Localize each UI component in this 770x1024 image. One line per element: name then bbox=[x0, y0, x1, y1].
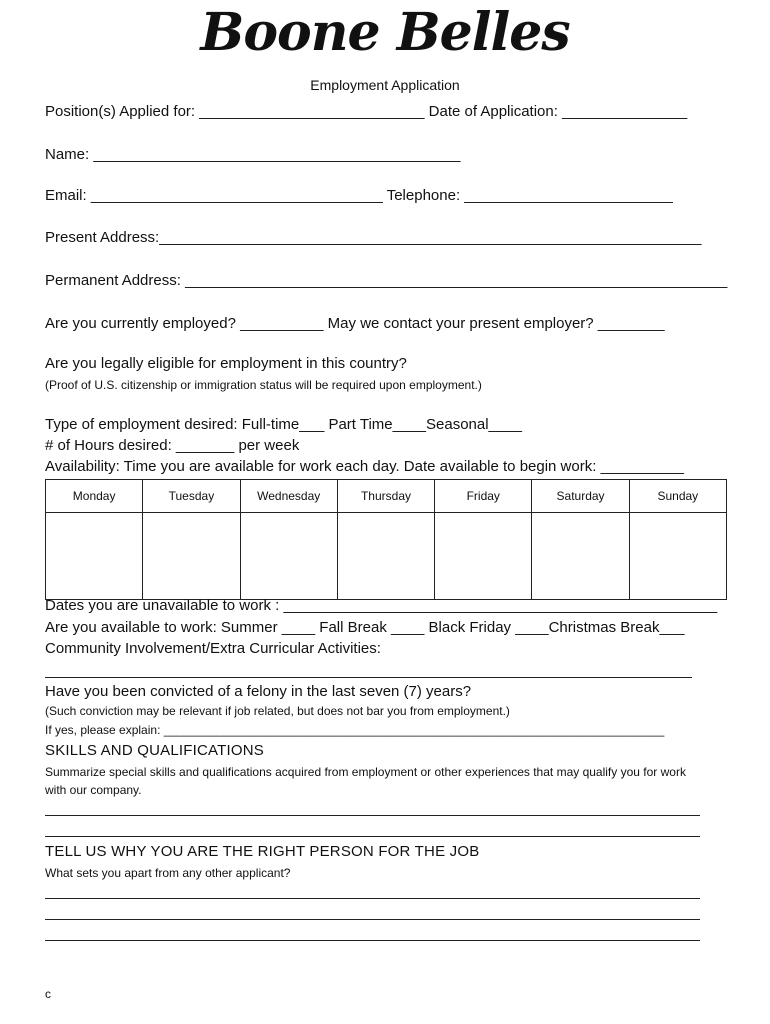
availability-cell-wednesday[interactable] bbox=[240, 513, 337, 600]
dates-unavailable-line[interactable]: Dates you are unavailable to work : ____________________________________________________ bbox=[45, 597, 718, 614]
availability-cell-sunday[interactable] bbox=[629, 513, 726, 600]
felony-explain-line[interactable]: If yes, please explain: ___________________________________________________________________________ bbox=[45, 723, 665, 737]
day-header-monday: Monday bbox=[46, 480, 143, 513]
permanent-address-line[interactable]: Permanent Address: _________________________________________________________________ bbox=[45, 272, 728, 289]
name-line[interactable]: Name: ____________________________________________ bbox=[45, 146, 461, 163]
form-subtitle: Employment Application bbox=[310, 77, 460, 93]
day-header-wednesday: Wednesday bbox=[240, 480, 337, 513]
day-header-tuesday: Tuesday bbox=[143, 480, 240, 513]
availability-cell-friday[interactable] bbox=[435, 513, 532, 600]
position-line[interactable]: Position(s) Applied for: ___________________________ Date of Application: _______________ bbox=[45, 103, 688, 120]
eligible-question: Are you legally eligible for employment in this country? bbox=[45, 355, 407, 372]
why-text: What sets you apart from any other applicant? bbox=[45, 866, 291, 880]
felony-note: (Such conviction may be relevant if job related, but does not bar you from employment.) bbox=[45, 704, 510, 718]
availability-cell-thursday[interactable] bbox=[337, 513, 434, 600]
community-question: Community Involvement/Extra Curricular Activities: bbox=[45, 640, 381, 657]
skills-answer-line-2[interactable] bbox=[45, 836, 700, 837]
eligible-note: (Proof of U.S. citizenship or immigration status will be required upon employment.) bbox=[45, 378, 482, 392]
skills-answer-line-1[interactable] bbox=[45, 815, 700, 816]
skills-text-1: Summarize special skills and qualifications acquired from employment or other experiences that may qualify you for work bbox=[45, 765, 686, 779]
day-header-saturday: Saturday bbox=[532, 480, 629, 513]
why-heading: TELL US WHY YOU ARE THE RIGHT PERSON FOR THE JOB bbox=[45, 843, 480, 860]
why-answer-line-1[interactable] bbox=[45, 898, 700, 899]
felony-question: Have you been convicted of a felony in the last seven (7) years? bbox=[45, 683, 472, 700]
availability-cell-monday[interactable] bbox=[46, 513, 143, 600]
availability-entry-row bbox=[46, 513, 727, 600]
day-header-friday: Friday bbox=[435, 480, 532, 513]
email-line[interactable]: Email: ___________________________________ Telephone: _________________________ bbox=[45, 187, 673, 204]
availability-cell-saturday[interactable] bbox=[532, 513, 629, 600]
why-answer-line-3[interactable] bbox=[45, 940, 700, 941]
community-answer-line[interactable] bbox=[45, 677, 692, 678]
available-to-work-line[interactable]: Are you available to work: Summer ____ Fall Break ____ Black Friday ____Christmas Break___ bbox=[45, 619, 685, 636]
employed-line[interactable]: Are you currently employed? __________ May we contact your present employer? ________ bbox=[45, 315, 665, 332]
day-header-sunday: Sunday bbox=[629, 480, 726, 513]
footer-mark: c bbox=[45, 987, 51, 1001]
availability-cell-tuesday[interactable] bbox=[143, 513, 240, 600]
availability-table bbox=[45, 479, 727, 600]
day-header-thursday: Thursday bbox=[337, 480, 434, 513]
employment-type-line[interactable]: Type of employment desired: Full-time___ Part Time____Seasonal____ bbox=[45, 416, 522, 433]
availability-header-row bbox=[46, 480, 727, 513]
availability-line[interactable]: Availability: Time you are available for work each day. Date available to begin work: __________ bbox=[45, 458, 684, 475]
skills-text-2: with our company. bbox=[45, 783, 142, 797]
skills-heading: SKILLS AND QUALIFICATIONS bbox=[45, 742, 264, 759]
why-answer-line-2[interactable] bbox=[45, 919, 700, 920]
hours-line[interactable]: # of Hours desired: _______ per week bbox=[45, 437, 300, 454]
present-address-line[interactable]: Present Address:_________________________________________________________________ bbox=[45, 229, 702, 246]
brand-title: Boone Belles bbox=[200, 2, 570, 63]
